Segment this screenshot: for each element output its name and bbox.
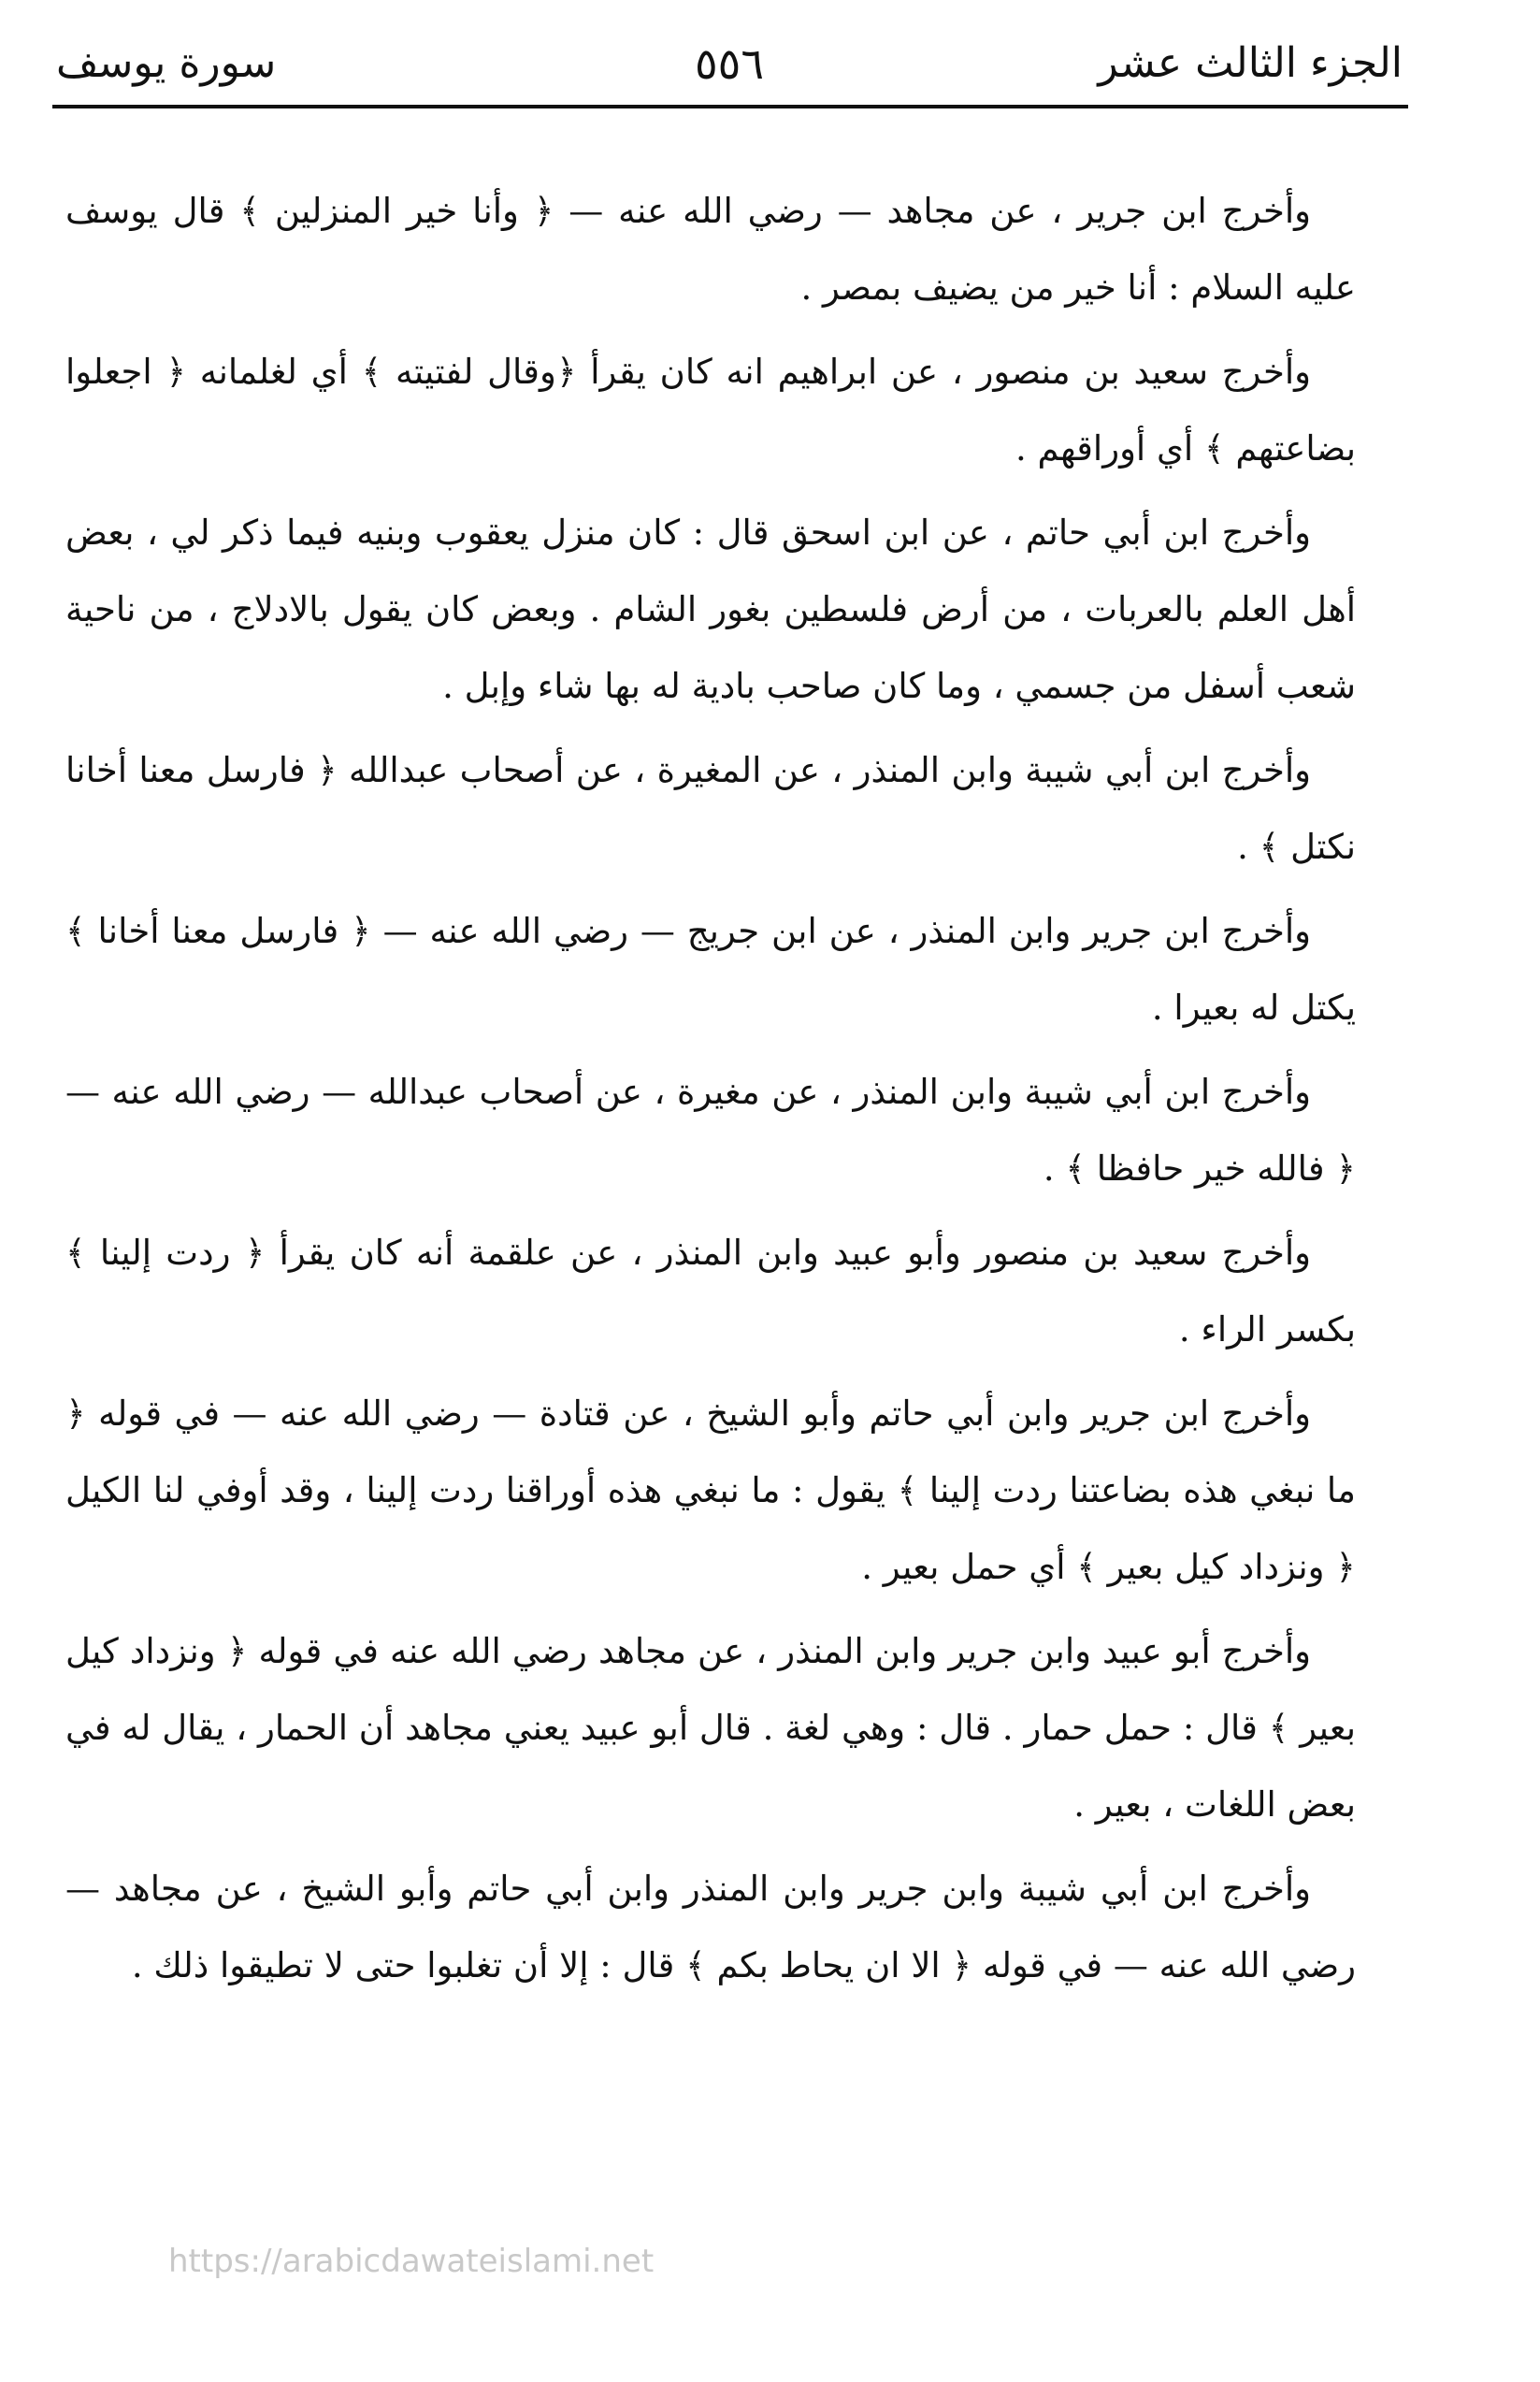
- paragraph: وأخرج ابن أبي شيبة وابن جرير وابن المنذر وابن أبي حاتم وأبو الشيخ ، عن مجاهد — رضي الله عنه — في قوله ﴿ الا ان يحاط بكم ﴾ قال : إلا أن تغلبوا حتى لا تطيقوا ذلك .: [65, 1869, 1356, 1985]
- paragraph: وأخرج ابن أبي شيبة وابن المنذر ، عن المغيرة ، عن أصحاب عبدالله ﴿ فارسل معنا أخانا نكتل ﴾ .: [65, 750, 1356, 867]
- header-divider: [52, 105, 1408, 108]
- paragraph: وأخرج أبو عبيد وابن جرير وابن المنذر ، عن مجاهد رضي الله عنه في قوله ﴿ ونزداد كيل بعير ﴾ قال : حمل حمار . قال : وهي لغة . قال أبو عبيد يعني مجاهد أن الحمار ، يقال له في بعض اللغات ، بعير .: [65, 1631, 1356, 1825]
- part-title: الجزء الثالث عشر: [1098, 39, 1403, 87]
- paragraph: وأخرج سعيد بن منصور وأبو عبيد وابن المنذر ، عن علقمة أنه كان يقرأ ﴿ ردت إلينا ﴾ بكسر الراء .: [65, 1233, 1356, 1350]
- paragraph: وأخرج ابن أبي شيبة وابن المنذر ، عن مغيرة ، عن أصحاب عبدالله — رضي الله عنه — ﴿ فالله خير حافظا ﴾ .: [65, 1072, 1356, 1189]
- page-body: [65, 173, 1356, 2012]
- watermark-url: https://arabicdawateislami.net: [168, 2243, 655, 2280]
- paragraph: وأخرج ابن جرير وابن أبي حاتم وأبو الشيخ ، عن قتادة — رضي الله عنه — في قوله ﴿ ما نبغي هذه بضاعتنا ردت إلينا ﴾ يقول : ما نبغي هذه أوراقنا ردت إلينا ، وقد أوفي لنا الكيل ﴿ ونزداد كيل بعير ﴾ أي حمل بعير .: [65, 1393, 1356, 1587]
- surah-title: سورة يوسف: [56, 39, 277, 87]
- page-header: [56, 26, 1403, 101]
- paragraph: وأخرج ابن أبي حاتم ، عن ابن اسحق قال : كان منزل يعقوب وبنيه فيما ذكر لي ، بعض أهل العلم بالعربات ، من أرض فلسطين بغور الشام . وبعض كان يقول بالادلاج ، من ناحية شعب أسفل من جسمي ، وما كان صاحب بادية له بها شاء وإبل .: [65, 512, 1356, 706]
- paragraph: وأخرج سعيد بن منصور ، عن ابراهيم انه كان يقرأ ﴿وقال لفتيته ﴾ أي لغلمانه ﴿ اجعلوا بضاعتهم ﴾ أي أوراقهم .: [65, 352, 1356, 469]
- paragraph: وأخرج ابن جرير وابن المنذر ، عن ابن جريج — رضي الله عنه — ﴿ فارسل معنا أخانا ﴾ يكتل له بعيرا .: [65, 911, 1356, 1028]
- page-number: ٥٥٦: [694, 38, 765, 89]
- paragraph: وأخرج ابن جرير ، عن مجاهد — رضي الله عنه — ﴿ وأنا خير المنزلين ﴾ قال يوسف عليه السلام : أنا خير من يضيف بمصر .: [65, 191, 1356, 308]
